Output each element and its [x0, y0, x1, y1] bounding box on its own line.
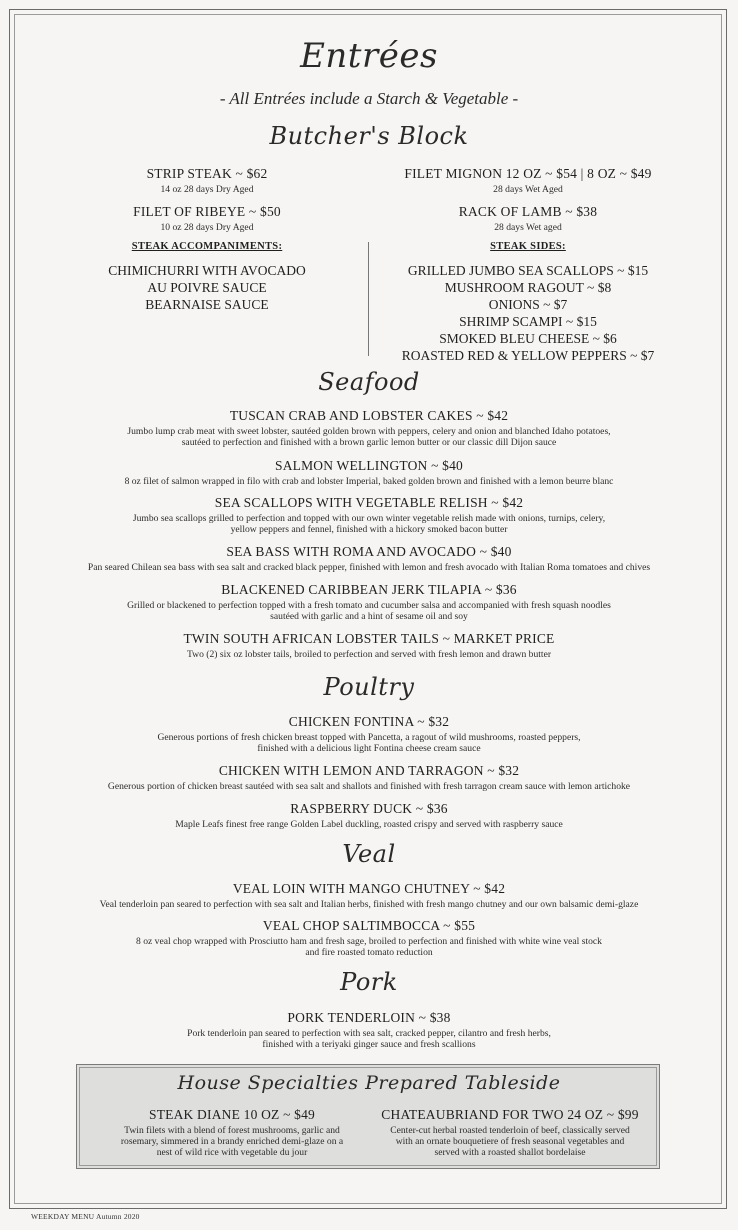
menu-title: Entrées	[300, 36, 438, 76]
item-name: SEA SCALLOPS WITH VEGETABLE RELISH ~ $42	[214, 495, 524, 510]
item-description: nest of wild rice with vegetable du jour	[156, 1147, 308, 1158]
item-name: CHICKEN WITH LEMON AND TARRAGON ~ $32	[218, 763, 520, 778]
menu-item-veal-chop-saltimbocca	[0, 918, 738, 958]
item-note: 28 days Wet Aged	[493, 184, 563, 195]
item-description: served with a roasted shallot bordelaise	[434, 1147, 586, 1158]
menu-item-sea-bass	[0, 544, 738, 573]
item-description: with an ornate bouquetiere of fresh seasonal vegetables and	[395, 1136, 625, 1147]
menu-item-chicken-fontina	[0, 714, 738, 754]
item-description: and fire roasted tomato reduction	[305, 947, 433, 958]
menu-item-crab-lobster-cakes	[0, 408, 738, 448]
item-description: Maple Leafs finest free range Golden Label duckling, roasted crispy and served with raspberry sauce	[175, 819, 563, 830]
item-name: RACK OF LAMB ~ $38	[458, 204, 598, 219]
item-description: finished with a teriyaki ginger sauce and fresh scallions	[262, 1039, 476, 1050]
item-description: rosemary, simmered in a brandy enriched demi-glaze on a	[120, 1136, 344, 1147]
section-heading-seafood: Seafood	[318, 368, 420, 396]
list-item: SMOKED BLEU CHEESE ~ $6	[439, 331, 617, 346]
item-description: Center-cut herbal roasted tenderloin of beef, classically served	[390, 1125, 630, 1136]
menu-item-raspberry-duck	[0, 801, 738, 830]
item-description: Two (2) six oz lobster tails, broiled to perfection and served with fresh lemon and drawn butter	[186, 649, 552, 660]
item-name: VEAL CHOP SALTIMBOCCA ~ $55	[262, 918, 476, 933]
list-item: CHIMICHURRI WITH AVOCADO	[108, 263, 306, 278]
list-item: ONIONS ~ $7	[488, 297, 568, 312]
menu-item-pork-tenderloin	[0, 1010, 738, 1050]
item-name: BLACKENED CARIBBEAN JERK TILAPIA ~ $36	[221, 582, 517, 597]
item-name: SALMON WELLINGTON ~ $40	[274, 458, 464, 473]
item-description: 8 oz filet of salmon wrapped in filo with crab and lobster Imperial, baked golden brown and finished with a lemon beurre blanc	[124, 476, 614, 487]
menu-item-veal-loin	[0, 881, 738, 910]
item-description: Jumbo sea scallops grilled to perfection and topped with our own winter vegetable relish made with onions, turnips, celery,	[132, 513, 606, 524]
item-name: STEAK DIANE 10 OZ ~ $49	[148, 1107, 315, 1122]
item-name: TUSCAN CRAB AND LOBSTER CAKES ~ $42	[229, 408, 509, 423]
item-name: FILET MIGNON 12 OZ ~ $54 | 8 OZ ~ $49	[404, 166, 652, 181]
section-heading-veal: Veal	[342, 840, 396, 868]
item-description: Pork tenderloin pan seared to perfection with sea salt, cracked pepper, cilantro and fresh herbs,	[187, 1028, 551, 1039]
item-note: 14 oz 28 days Dry Aged	[160, 184, 254, 195]
menu-item-filet-mignon	[382, 166, 674, 195]
list-item: MUSHROOM RAGOUT ~ $8	[444, 280, 612, 295]
item-description: Veal tenderloin pan seared to perfection with sea salt and Italian herbs, finished with fresh mango chutney and our own balsamic demi-glaze	[99, 899, 639, 910]
item-name: VEAL LOIN WITH MANGO CHUTNEY ~ $42	[232, 881, 506, 896]
item-description: finished with a delicious light Fontina cheese cream sauce	[257, 743, 481, 754]
menu-subtitle: - All Entrées include a Starch & Vegetable -	[219, 89, 519, 108]
menu-item-chateaubriand	[370, 1107, 650, 1158]
menu-item-steak-diane	[96, 1107, 368, 1158]
list-item: ROASTED RED & YELLOW PEPPERS ~ $7	[401, 348, 655, 363]
menu-item-sea-scallops	[0, 495, 738, 535]
item-name: TWIN SOUTH AFRICAN LOBSTER TAILS ~ MARKET PRICE	[183, 631, 555, 646]
menu-item-strip-steak	[62, 166, 352, 195]
item-description: yellow peppers and fennel, finished with a hickory smoked bacon butter	[230, 524, 508, 535]
item-description: Grilled or blackened to perfection topped with a fresh tomato and cucumber salsa and accompanied with fresh squash noodles	[127, 600, 611, 611]
menu-item-filet-of-ribeye	[62, 204, 352, 233]
menu-item-lobster-tails	[0, 631, 738, 660]
item-note: 10 oz 28 days Dry Aged	[160, 222, 254, 233]
item-name: FILET OF RIBEYE ~ $50	[133, 204, 281, 219]
item-name: CHICKEN FONTINA ~ $32	[288, 714, 450, 729]
menu-item-chicken-lemon-tarragon	[0, 763, 738, 792]
list-item: AU POIVRE SAUCE	[147, 280, 267, 295]
menu-item-salmon-wellington	[0, 458, 738, 487]
item-description: Pan seared Chilean sea bass with sea salt and cracked black pepper, finished with lemon and fresh avocado with Italian Roma tomatoes and chives	[87, 562, 651, 573]
item-description: sautéed to perfection and finished with a brown garlic lemon butter or our classic dill Dijon sauce	[181, 437, 557, 448]
item-note: 28 days Wet aged	[494, 222, 562, 233]
list-item: SHRIMP SCAMPI ~ $15	[459, 314, 597, 329]
steak-sides-label: STEAK SIDES:	[490, 241, 566, 252]
section-heading-house-specialties: House Specialties Prepared Tableside	[177, 1072, 561, 1094]
item-name: STRIP STEAK ~ $62	[146, 166, 268, 181]
accompaniments-list	[62, 262, 352, 313]
list-item: BEARNAISE SAUCE	[145, 297, 269, 312]
list-item: GRILLED JUMBO SEA SCALLOPS ~ $15	[407, 263, 649, 278]
section-heading-pork: Pork	[340, 968, 398, 996]
item-description: Jumbo lump crab meat with sweet lobster, sautéed golden brown with peppers, celery and onion and blanched Idaho potatoes,	[127, 426, 611, 437]
item-description: 8 oz veal chop wrapped with Prosciutto ham and fresh sage, broiled to perfection and finished with white wine veal stock	[136, 936, 602, 947]
footer-label: WEEKDAY MENU Autumn 2020	[31, 1212, 140, 1221]
item-description: Generous portions of fresh chicken breast topped with Pancetta, a ragout of wild mushrooms, roasted peppers,	[157, 732, 581, 743]
steak-sides-list	[382, 262, 674, 364]
item-description: Generous portion of chicken breast sautéed with sea salt and shallots and finished with fresh tarragon cream sauce with lemon artichoke	[107, 781, 631, 792]
accompaniments-label: STEAK ACCOMPANIMENTS:	[131, 241, 283, 252]
item-name: SEA BASS WITH ROMA AND AVOCADO ~ $40	[226, 544, 512, 559]
item-description: Twin filets with a blend of forest mushrooms, garlic and	[124, 1125, 340, 1136]
column-divider	[368, 242, 369, 356]
item-name: PORK TENDERLOIN ~ $38	[287, 1010, 451, 1025]
section-heading-poultry: Poultry	[323, 673, 415, 701]
menu-item-jerk-tilapia	[0, 582, 738, 622]
item-name: RASPBERRY DUCK ~ $36	[290, 801, 448, 816]
section-heading-butchers-block: Butcher's Block	[269, 122, 469, 150]
item-name: CHATEAUBRIAND FOR TWO 24 OZ ~ $99	[381, 1107, 639, 1122]
item-description: sautéed with garlic and a hint of sesame oil and soy	[270, 611, 468, 622]
menu-item-rack-of-lamb	[382, 204, 674, 233]
